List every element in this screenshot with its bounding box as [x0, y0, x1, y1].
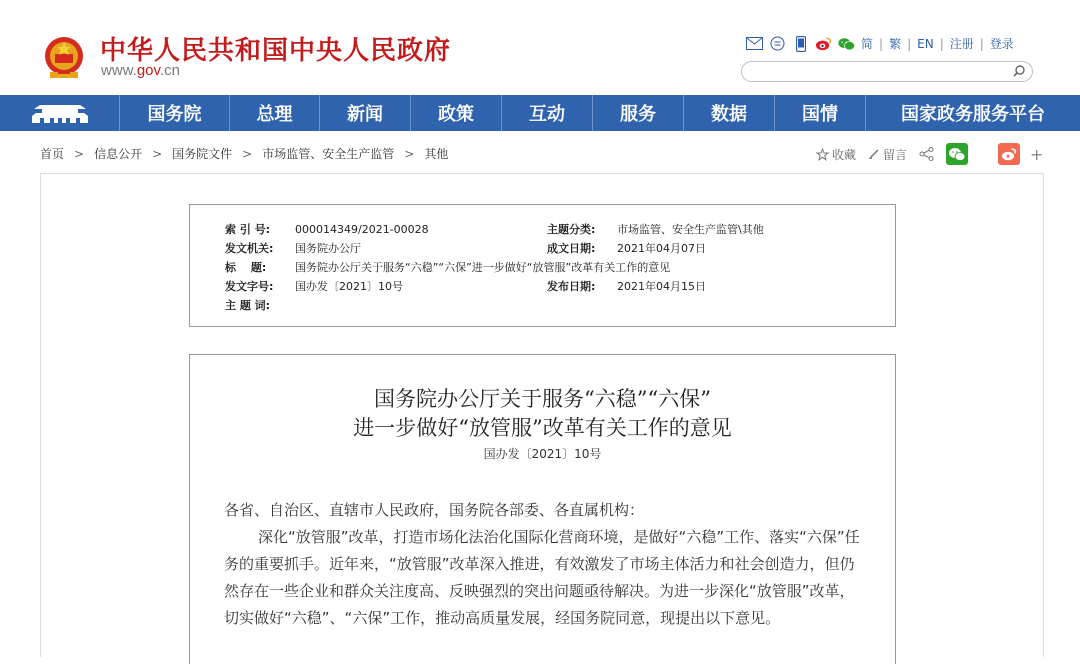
- meta-date-written-row: [547, 240, 706, 256]
- domain-suffix: .cn: [159, 62, 180, 79]
- mail-icon[interactable]: [746, 35, 763, 52]
- content-panel: [40, 173, 1044, 657]
- nav-home[interactable]: [0, 95, 120, 131]
- main-nav: [0, 95, 1080, 131]
- separator: |: [979, 36, 984, 51]
- nav-item-national-info[interactable]: 国情: [775, 95, 866, 131]
- comment-button[interactable]: [868, 146, 907, 163]
- nav-item-data[interactable]: 数据: [684, 95, 775, 131]
- lang-simplified-link[interactable]: 简: [861, 37, 874, 51]
- document-paragraph: 深化“放管服”改革，打造市场化法治化国际化营商环境，是做好“六稳”工作、落实“六保”任务的重要抓手。近年来，“放管服”改革深入推进，有效激发了市场主体活力和社会创造力，但仍然存在一些企业和群众关注度高、反映强烈的突出问题亟待解决。为进一步深化“放管服”改革，切实做好“六稳”、“六保”工作，推动高质量发展，经国务院同意，现提出以下意见。: [224, 528, 860, 627]
- breadcrumb: [40, 145, 448, 162]
- chevron-right-icon: >: [404, 146, 415, 161]
- lang-english-link[interactable]: EN: [917, 36, 934, 51]
- meta-title-value: 国务院办公厅关于服务“六稳”“六保”进一步做好“放管服”改革有关工作的意见: [295, 261, 671, 274]
- weibo-icon: [1001, 147, 1017, 161]
- star-icon: [816, 148, 829, 161]
- domain-prefix: www.: [101, 62, 137, 79]
- document-metadata-box: [189, 204, 896, 327]
- document-title-line1: 国务院办公厅关于服务“六稳”“六保”: [374, 387, 711, 411]
- breadcrumb-other[interactable]: 其他: [424, 147, 449, 161]
- domain-gov: gov: [136, 62, 160, 79]
- chevron-right-icon: >: [152, 146, 163, 161]
- share-weibo-button[interactable]: [998, 143, 1020, 165]
- breadcrumb-info-disclosure[interactable]: 信息公开: [94, 147, 143, 161]
- breadcrumb-state-council-docs[interactable]: 国务院文件: [172, 147, 233, 161]
- meta-doc-no-value: 国办发〔2021〕10号: [295, 280, 403, 293]
- meta-category-row: [547, 221, 764, 237]
- share-wechat-button[interactable]: [946, 143, 968, 165]
- meta-keywords-row: [225, 297, 295, 313]
- chevron-right-icon: >: [242, 146, 253, 161]
- meta-date-written-value: 2021年04月07日: [617, 242, 706, 255]
- tiananmen-icon: [28, 101, 92, 125]
- nav-item-gov-service-platform[interactable]: 国家政务服务平台: [901, 104, 1045, 125]
- meta-category-value: 市场监管、安全生产监管\其他: [617, 223, 764, 236]
- top-links: [746, 35, 1014, 52]
- meta-issuer-label: 发文机关:: [225, 242, 274, 255]
- separator: |: [939, 36, 944, 51]
- site-title[interactable]: 中华人民共和国中央人民政府: [100, 36, 452, 66]
- meta-index-label: 索 引 号:: [225, 223, 271, 236]
- meta-doc-no-label: 发文字号:: [225, 280, 274, 293]
- meta-doc-no-row: [225, 278, 403, 294]
- separator: |: [879, 36, 884, 51]
- document-text: [224, 497, 864, 632]
- wechat-icon[interactable]: [838, 35, 855, 52]
- meta-keywords-label: 主 题 词:: [225, 299, 271, 312]
- breadcrumb-home[interactable]: 首页: [40, 147, 65, 161]
- favorite-label: 收藏: [832, 147, 857, 162]
- meta-issuer-row: [225, 240, 361, 256]
- site-domain[interactable]: [101, 62, 180, 79]
- nav-item-premier[interactable]: 总理: [230, 95, 320, 131]
- breadcrumb-bar: [0, 131, 1080, 173]
- search-box: [741, 61, 1033, 82]
- nav-item-state-council[interactable]: 国务院: [120, 95, 230, 131]
- meta-issuer-value: 国务院办公厅: [295, 242, 361, 255]
- favorite-button[interactable]: [816, 146, 856, 163]
- document-number: 国办发〔2021〕10号: [483, 447, 602, 461]
- meta-date-published-label: 发布日期:: [547, 280, 596, 293]
- national-emblem-icon[interactable]: [40, 34, 88, 82]
- page-tools: [816, 143, 1043, 165]
- document-title-line2: 进一步做好“放管服”改革有关工作的意见: [353, 416, 732, 440]
- message-icon[interactable]: [769, 35, 786, 52]
- separator: |: [907, 36, 912, 51]
- meta-title-row: [225, 259, 670, 275]
- breadcrumb-market-supervision[interactable]: 市场监管、安全生产监管: [262, 147, 395, 161]
- comment-label: 留言: [883, 147, 908, 162]
- share-button[interactable]: [919, 147, 934, 161]
- meta-date-published-row: [547, 278, 706, 294]
- weibo-icon[interactable]: [815, 35, 832, 52]
- document-salutation: 各省、自治区、直辖市人民政府，国务院各部委、各直属机构：: [224, 501, 645, 519]
- search-input[interactable]: [752, 64, 1012, 83]
- nav-item-news[interactable]: 新闻: [320, 95, 411, 131]
- nav-item-policy[interactable]: 政策: [411, 95, 502, 131]
- register-link[interactable]: 注册: [949, 37, 974, 51]
- wechat-icon: [948, 147, 966, 162]
- meta-date-published-value: 2021年04月15日: [617, 280, 706, 293]
- more-share-icon[interactable]: +: [1030, 144, 1044, 164]
- meta-index-value: 000014349/2021-00028: [295, 223, 429, 236]
- meta-title-label: 标 题:: [225, 261, 267, 274]
- meta-index-row: [225, 221, 429, 237]
- meta-category-label: 主题分类:: [547, 223, 596, 236]
- share-icon: [919, 147, 934, 161]
- search-icon[interactable]: [1012, 64, 1026, 78]
- pencil-icon: [868, 148, 880, 160]
- mobile-icon[interactable]: [792, 35, 809, 52]
- chevron-right-icon: >: [74, 146, 85, 161]
- lang-traditional-link[interactable]: 繁: [889, 37, 902, 51]
- meta-date-written-label: 成文日期:: [547, 242, 596, 255]
- site-header: [0, 0, 1080, 95]
- nav-item-interaction[interactable]: 互动: [502, 95, 593, 131]
- nav-item-services[interactable]: 服务: [593, 95, 684, 131]
- document-body: [189, 354, 896, 664]
- login-link[interactable]: 登录: [989, 37, 1014, 51]
